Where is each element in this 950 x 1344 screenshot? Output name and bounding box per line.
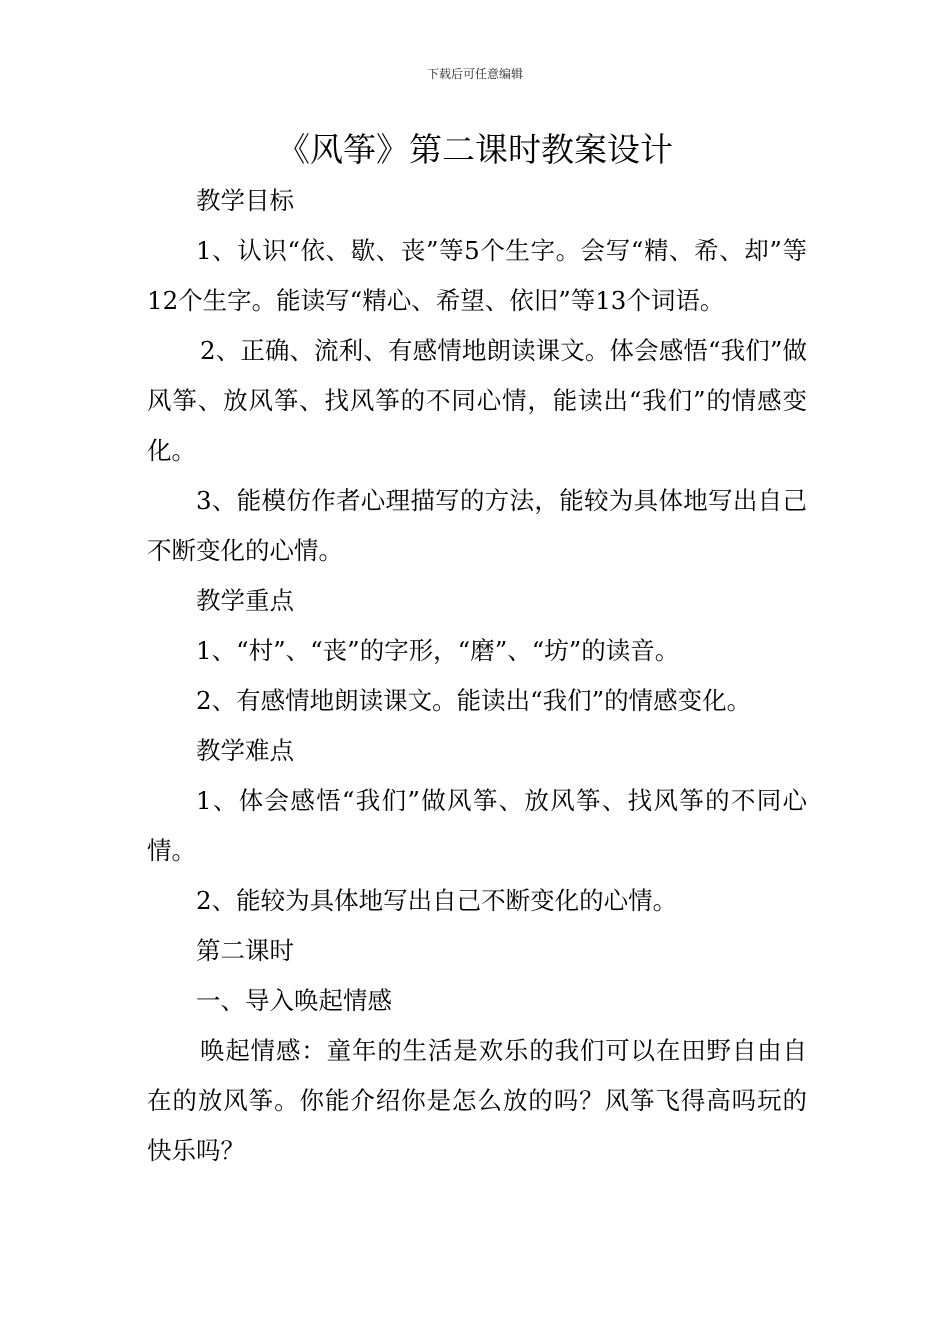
key-point-2: 2、有感情地朗读课文。能读出“我们”的情感变化。 — [196, 686, 752, 715]
objective-1: 1、认识“依、歇、丧”等5个生字。会写“精、希、却”等12个生字。能读写“精心、希望、依旧”等13个词语。 — [147, 236, 807, 315]
document-title: 《风筝》第二课时教案设计 — [277, 130, 673, 169]
section-heading-difficulties: 教学难点 — [196, 736, 294, 765]
difficulty-1: 1、体会感悟“我们”做风筝、放风筝、找风筝的不同心情。 — [147, 786, 807, 865]
section-heading-objectives: 教学目标 — [196, 186, 294, 215]
section-heading-introduction: 一、导入唤起情感 — [196, 986, 392, 1015]
introduction-paragraph: 唤起情感：童年的生活是欢乐的我们可以在田野自由自在的放风筝。你能介绍你是怎么放的吗？风筝飞得高吗玩的快乐吗？ — [147, 1036, 807, 1165]
objective-3: 3、能模仿作者心理描写的方法，能较为具体地写出自己不断变化的心情。 — [147, 486, 807, 565]
document-body — [147, 176, 807, 1176]
objective-2: 2、正确、流利、有感情地朗读课文。体会感悟“我们”做风筝、放风筝、找风筝的不同心情，能读出“我们”的情感变化。 — [147, 336, 807, 465]
difficulty-2: 2、能较为具体地写出自己不断变化的心情。 — [196, 886, 678, 915]
section-heading-second-lesson: 第二课时 — [196, 936, 294, 965]
section-heading-key-points: 教学重点 — [196, 586, 294, 615]
key-point-1: 1、“村”、“丧”的字形，“磨”、“坊”的读音。 — [196, 636, 680, 665]
header-note: 下载后可任意编辑 — [426, 67, 523, 81]
